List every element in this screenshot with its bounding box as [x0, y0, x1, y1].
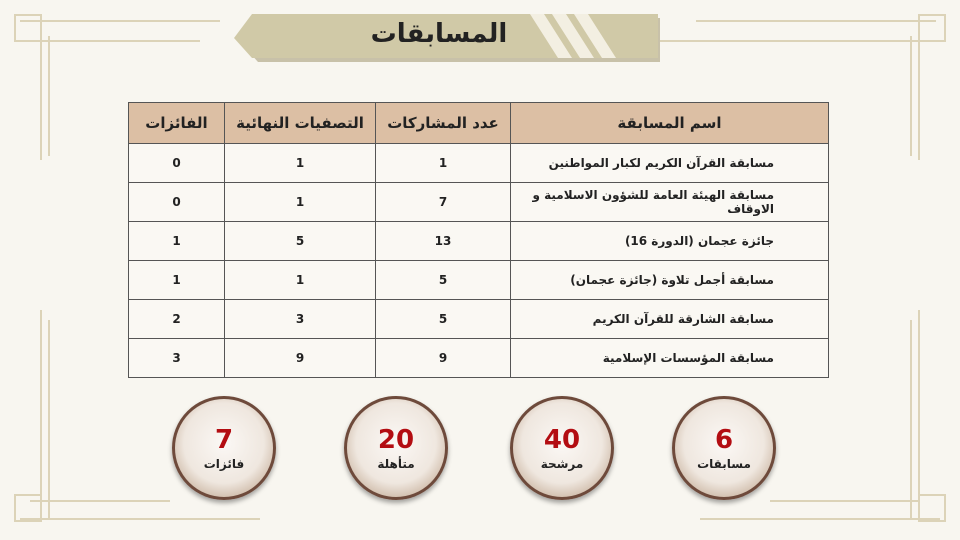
finals-count: 3 — [225, 300, 376, 339]
participants-count: 5 — [376, 261, 511, 300]
participants-count: 5 — [376, 300, 511, 339]
competition-name: جائزة عجمان (الدورة 16) — [511, 222, 829, 261]
table-header-row — [129, 103, 829, 144]
winners-count: 2 — [129, 300, 225, 339]
stat-circle-winners — [172, 396, 276, 500]
stat-circle-qualified — [344, 396, 448, 500]
finals-count: 1 — [225, 183, 376, 222]
table-row — [129, 183, 829, 222]
column-header-name: اسم المسابقة — [511, 103, 829, 144]
competition-name: مسابقة المؤسسات الإسلامية — [511, 339, 829, 378]
table-row — [129, 144, 829, 183]
stat-label: مرشحة — [540, 457, 584, 471]
column-header-winners: الفائزات — [129, 103, 225, 144]
participants-count: 1 — [376, 144, 511, 183]
stat-circle-nominees — [510, 396, 614, 500]
participants-count: 9 — [376, 339, 511, 378]
participants-count: 13 — [376, 222, 511, 261]
stat-value: 6 — [714, 425, 734, 455]
stat-value: 40 — [543, 425, 581, 455]
competition-name: مسابقة القرآن الكريم لكبار المواطنين — [511, 144, 829, 183]
stat-value: 7 — [214, 425, 234, 455]
winners-count: 0 — [129, 144, 225, 183]
stat-label: فائزات — [203, 457, 245, 471]
table-row — [129, 339, 829, 378]
competition-name: مسابقة الهيئة العامة للشؤون الاسلامية و الاوقاف — [511, 183, 829, 222]
winners-count: 0 — [129, 183, 225, 222]
winners-count: 1 — [129, 222, 225, 261]
competitions-table — [128, 102, 829, 378]
participants-count: 7 — [376, 183, 511, 222]
table-row — [129, 222, 829, 261]
table-row — [129, 300, 829, 339]
stat-circle-competitions — [672, 396, 776, 500]
finals-count: 5 — [225, 222, 376, 261]
stat-label: متأهلة — [377, 457, 415, 471]
winners-count: 3 — [129, 339, 225, 378]
title-banner — [234, 12, 664, 60]
competition-name: مسابقة الشارقة للقرآن الكريم — [511, 300, 829, 339]
stat-value: 20 — [377, 425, 415, 455]
finals-count: 1 — [225, 261, 376, 300]
competition-name: مسابقة أجمل تلاوة (جائزة عجمان) — [511, 261, 829, 300]
table-row — [129, 261, 829, 300]
page-title: المسابقات — [370, 19, 508, 49]
finals-count: 9 — [225, 339, 376, 378]
column-header-finals: التصفيات النهائية — [225, 103, 376, 144]
stat-label: مسابقات — [697, 457, 751, 471]
column-header-participants: عدد المشاركات — [376, 103, 511, 144]
finals-count: 1 — [225, 144, 376, 183]
winners-count: 1 — [129, 261, 225, 300]
